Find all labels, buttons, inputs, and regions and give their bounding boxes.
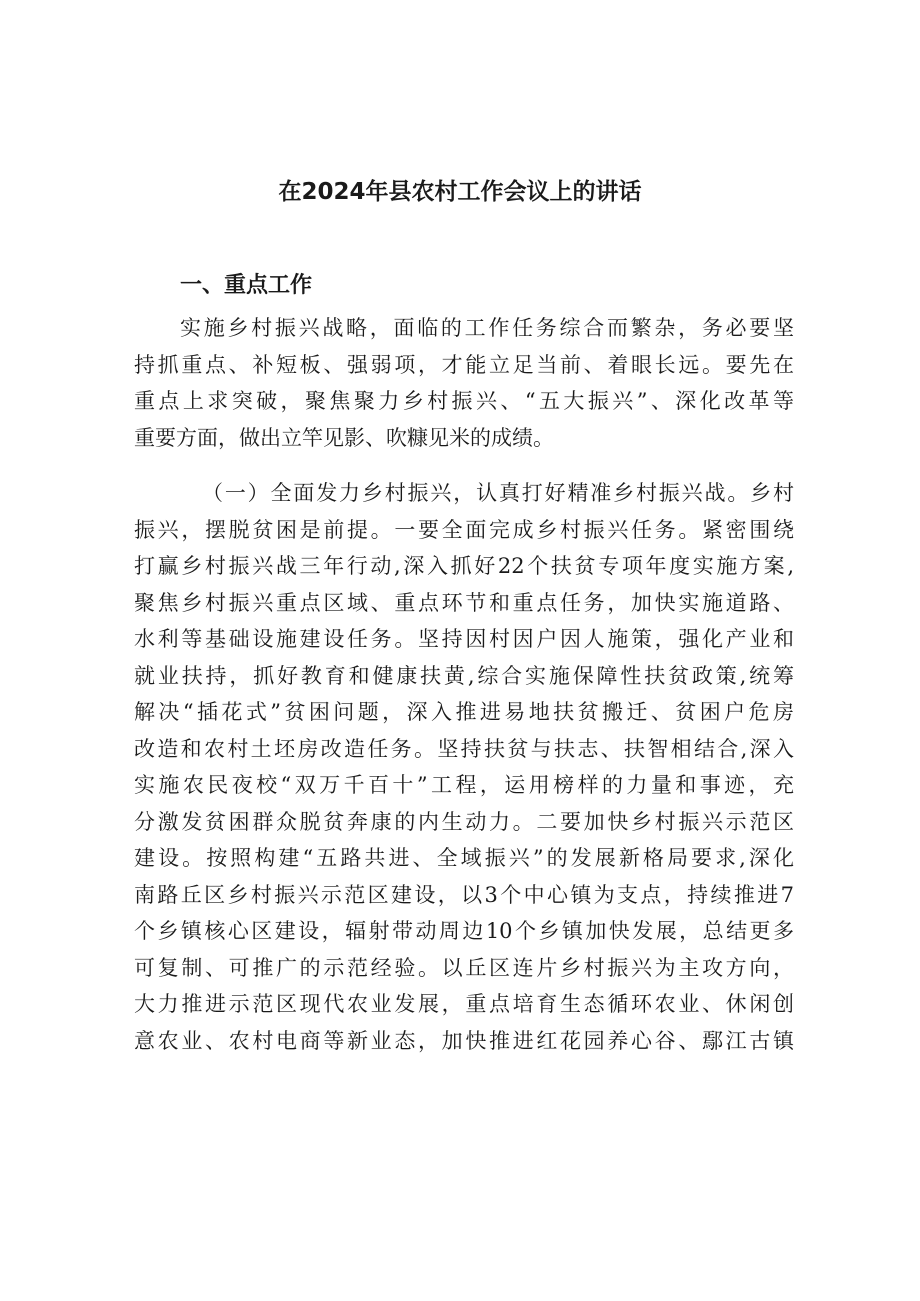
paragraph-line: 实施农民夜校“双万千百十”工程，运用榜样的力量和事迹，充 xyxy=(134,773,794,797)
paragraph-line: 大力推进示范区现代农业发展，重点培育生态循环农业、休闲创 xyxy=(134,992,794,1016)
paragraph-2 xyxy=(134,475,794,1059)
document-title: 在2024年县农村工作会议上的讲话 xyxy=(278,179,642,205)
paragraph-line: 改造和农村土坯房改造任务。坚持扶贫与扶志、扶智相结合,深入 xyxy=(134,736,794,761)
paragraph-line: 实施乡村振兴战略，面临的工作任务综合而繁杂，务必要坚 xyxy=(180,316,794,340)
paragraph-line: （一）全面发力乡村振兴，认真打好精准乡村振兴战。乡村 xyxy=(202,481,794,505)
paragraph-line: 就业扶持，抓好教育和健康扶黄,综合实施保障性扶贫政策,统筹 xyxy=(134,663,794,688)
paragraph-line: 重点上求突破，聚焦聚力乡村振兴、“五大振兴”、深化改革等 xyxy=(134,389,794,413)
paragraph-line: 分激发贫困群众脱贫奔康的内生动力。二要加快乡村振兴示范区 xyxy=(134,809,794,834)
paragraph-line: 打赢乡村振兴战三年行动,深入抓好22个扶贫专项年度实施方案, xyxy=(134,554,794,578)
paragraph-line: 重要方面，做出立竿见影、吹糠见米的成绩。 xyxy=(134,425,554,450)
section-heading: 一、重点工作 xyxy=(180,273,313,298)
paragraph-line: 个乡镇核心区建设，辐射带动周边10个乡镇加快发展，总结更多 xyxy=(134,919,794,943)
paragraph-line: 建设。按照构建“五路共进、全域振兴”的发展新格局要求,深化 xyxy=(134,846,794,870)
paragraph-line: 水利等基础设施建设任务。坚持因村因户因人施策，强化产业和 xyxy=(134,627,794,651)
paragraph-line: 持抓重点、补短板、强弱项，才能立足当前、着眼长远。要先在 xyxy=(134,352,794,377)
paragraph-line: 可复制、可推广的示范经验。以丘区连片乡村振兴为主攻方向， xyxy=(134,955,794,980)
paragraph-1 xyxy=(134,310,794,456)
paragraph-line: 意农业、农村电商等新业态，加快推进红花园养心谷、鄢江古镇 xyxy=(134,1028,794,1053)
paragraph-line: 振兴，摆脱贫困是前提。一要全面完成乡村振兴任务。紧密围绕 xyxy=(134,517,794,542)
paragraph-line: 聚焦乡村振兴重点区域、重点环节和重点任务，加快实施道路、 xyxy=(134,590,794,615)
paragraph-line: 解决“插花式”贫困问题，深入推进易地扶贫搬迁、贫困户危房 xyxy=(134,700,794,724)
paragraph-line: 南路丘区乡村振兴示范区建设，以3个中心镇为支点，持续推进7 xyxy=(134,882,794,907)
